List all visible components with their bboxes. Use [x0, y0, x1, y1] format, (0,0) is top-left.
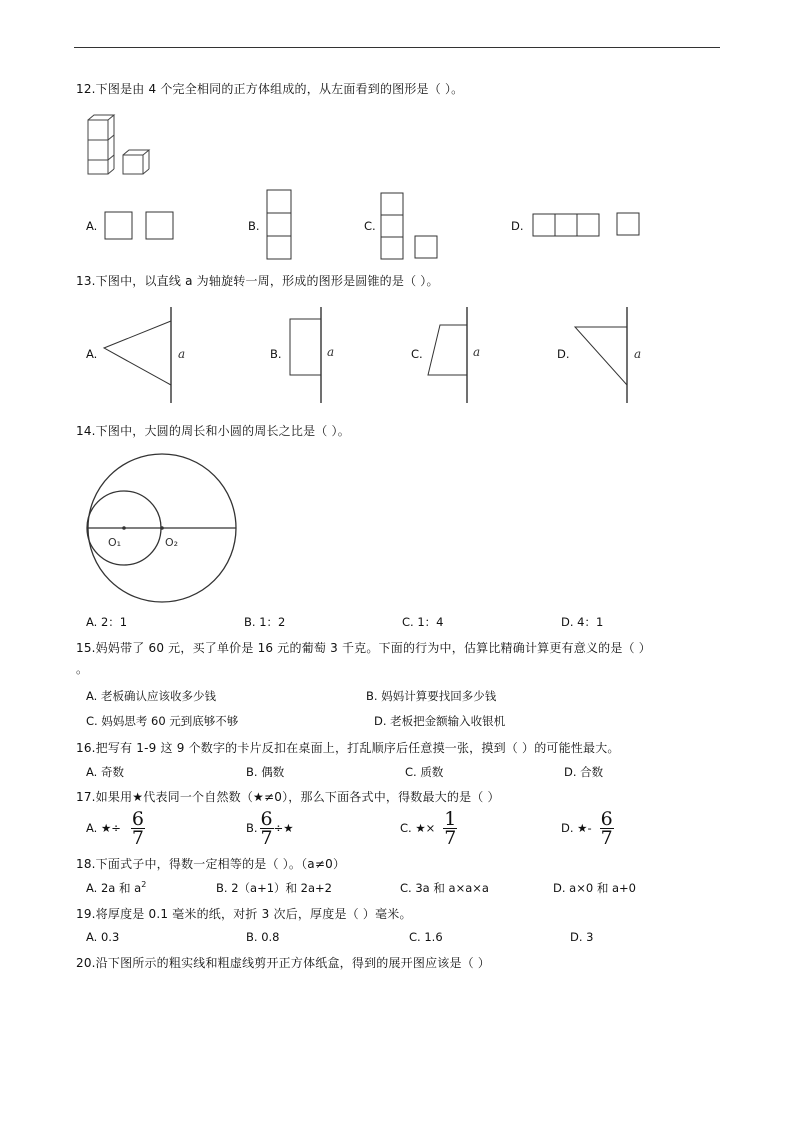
- q17-b-prefix: B.: [246, 821, 258, 835]
- q17-c-fraction: $\frac{1}{7}$: [444, 807, 457, 849]
- q12-option-b-figure[interactable]: [266, 189, 294, 263]
- question-12-text: 12.下图是由 4 个完全相同的正方体组成的，从左面看到的图形是（ ）。: [76, 82, 464, 96]
- header-rule: [74, 47, 720, 48]
- q12-option-b-label[interactable]: B.: [248, 219, 260, 233]
- q13-option-c-label[interactable]: C.: [411, 347, 423, 361]
- q18-option-b[interactable]: B. 2（a+1）和 2a+2: [216, 881, 332, 895]
- q17-option-d[interactable]: [561, 807, 614, 849]
- q12-option-c-label[interactable]: C.: [364, 219, 376, 233]
- question-16-text: 16.把写有 1-9 这 9 个数字的卡片反扣在桌面上，打乱顺序后任意摸一张，摸到（ ）的可能性最大。: [76, 741, 620, 755]
- q16-option-d[interactable]: D. 合数: [564, 765, 604, 779]
- q13-option-a-label[interactable]: A.: [86, 347, 98, 361]
- q16-option-b[interactable]: B. 偶数: [246, 765, 285, 779]
- q18-option-a[interactable]: A. 2a 和 $a^2$: [86, 880, 147, 895]
- q14-option-c[interactable]: C. 1：4: [402, 615, 444, 629]
- question-15-text-cont: 。: [76, 662, 89, 676]
- q16-option-a[interactable]: A. 奇数: [86, 765, 124, 779]
- q15-option-d[interactable]: D. 老板把金额输入收银机: [374, 714, 506, 728]
- question-19-text: 19.将厚度是 0.1 毫米的纸，对折 3 次后，厚度是（ ）毫米。: [76, 907, 412, 921]
- q14-option-d[interactable]: D. 4：1: [561, 615, 604, 629]
- q13-a-axis-label: a: [178, 347, 186, 361]
- q12-option-d-label[interactable]: D.: [511, 219, 524, 233]
- q17-d-prefix: D. ★-: [561, 821, 592, 835]
- q15-option-b[interactable]: B. 妈妈计算要找回多少钱: [366, 689, 497, 703]
- q17-b-suffix: ÷★: [273, 821, 294, 835]
- q12-option-c-figure[interactable]: [380, 192, 440, 262]
- q13-option-b-label[interactable]: B.: [270, 347, 282, 361]
- q14-option-a[interactable]: A. 2：1: [86, 615, 128, 629]
- question-17-text: 17.如果用★代表同一个自然数（★≠0），那么下面各式中，得数最大的是（ ）: [76, 790, 500, 804]
- q13-d-axis-label: a: [634, 347, 642, 361]
- q17-option-a[interactable]: [86, 807, 145, 849]
- q12-option-d-figure[interactable]: [532, 212, 642, 238]
- q17-b-fraction: $\frac{6}{7}$: [260, 807, 273, 849]
- q13-b-axis-label: a: [327, 345, 335, 359]
- q19-option-b[interactable]: B. 0.8: [246, 930, 280, 944]
- q12-option-a-label[interactable]: A.: [86, 219, 98, 233]
- q19-option-d[interactable]: D. 3: [570, 930, 594, 944]
- q13-option-c-figure[interactable]: [424, 305, 494, 405]
- q14-label-o1: O₁: [108, 536, 122, 549]
- q19-option-c[interactable]: C. 1.6: [409, 930, 443, 944]
- q18-option-c[interactable]: C. 3a 和 a×a×a: [400, 881, 489, 895]
- q13-option-d-figure[interactable]: [572, 305, 652, 405]
- q15-option-a[interactable]: A. 老板确认应该收多少钱: [86, 689, 216, 703]
- q14-label-o2: O₂: [165, 536, 179, 549]
- q17-a-prefix: A. ★÷: [86, 821, 121, 835]
- q17-option-b[interactable]: [246, 807, 294, 849]
- q18-option-d[interactable]: D. a×0 和 a+0: [553, 881, 636, 895]
- q13-option-a-figure[interactable]: [100, 305, 190, 405]
- q17-c-prefix: C. ★×: [400, 821, 436, 835]
- q13-c-axis-label: a: [473, 345, 481, 359]
- q12-cube-figure: [86, 112, 156, 178]
- question-15-text: 15.妈妈带了 60 元，买了单价是 16 元的葡萄 3 千克。下面的行为中，估算比精确计算更有意义的是（ ）: [76, 641, 651, 655]
- q14-circles-figure: [84, 452, 240, 608]
- q13-option-d-label[interactable]: D.: [557, 347, 570, 361]
- question-14-text: 14.下图中，大圆的周长和小圆的周长之比是（ ）。: [76, 424, 350, 438]
- question-13-text: 13.下图中，以直线 a 为轴旋转一周，形成的图形是圆锥的是（ ）。: [76, 274, 439, 288]
- q15-option-c[interactable]: C. 妈妈思考 60 元到底够不够: [86, 714, 239, 728]
- question-18-text: 18.下面式子中，得数一定相等的是（ ）。（a≠0）: [76, 857, 346, 871]
- q17-a-fraction: $\frac{6}{7}$: [131, 807, 145, 849]
- question-20-text: 20.沿下图所示的粗实线和粗虚线剪开正方体纸盒，得到的展开图应该是（ ）: [76, 956, 491, 970]
- q17-d-fraction: $\frac{6}{7}$: [600, 807, 613, 849]
- q13-option-b-figure[interactable]: [286, 305, 346, 405]
- q16-option-c[interactable]: C. 质数: [405, 765, 444, 779]
- q12-option-a-figure[interactable]: [104, 211, 176, 241]
- q19-option-a[interactable]: A. 0.3: [86, 930, 120, 944]
- q17-option-c[interactable]: [400, 807, 457, 849]
- q14-option-b[interactable]: B. 1：2: [244, 615, 286, 629]
